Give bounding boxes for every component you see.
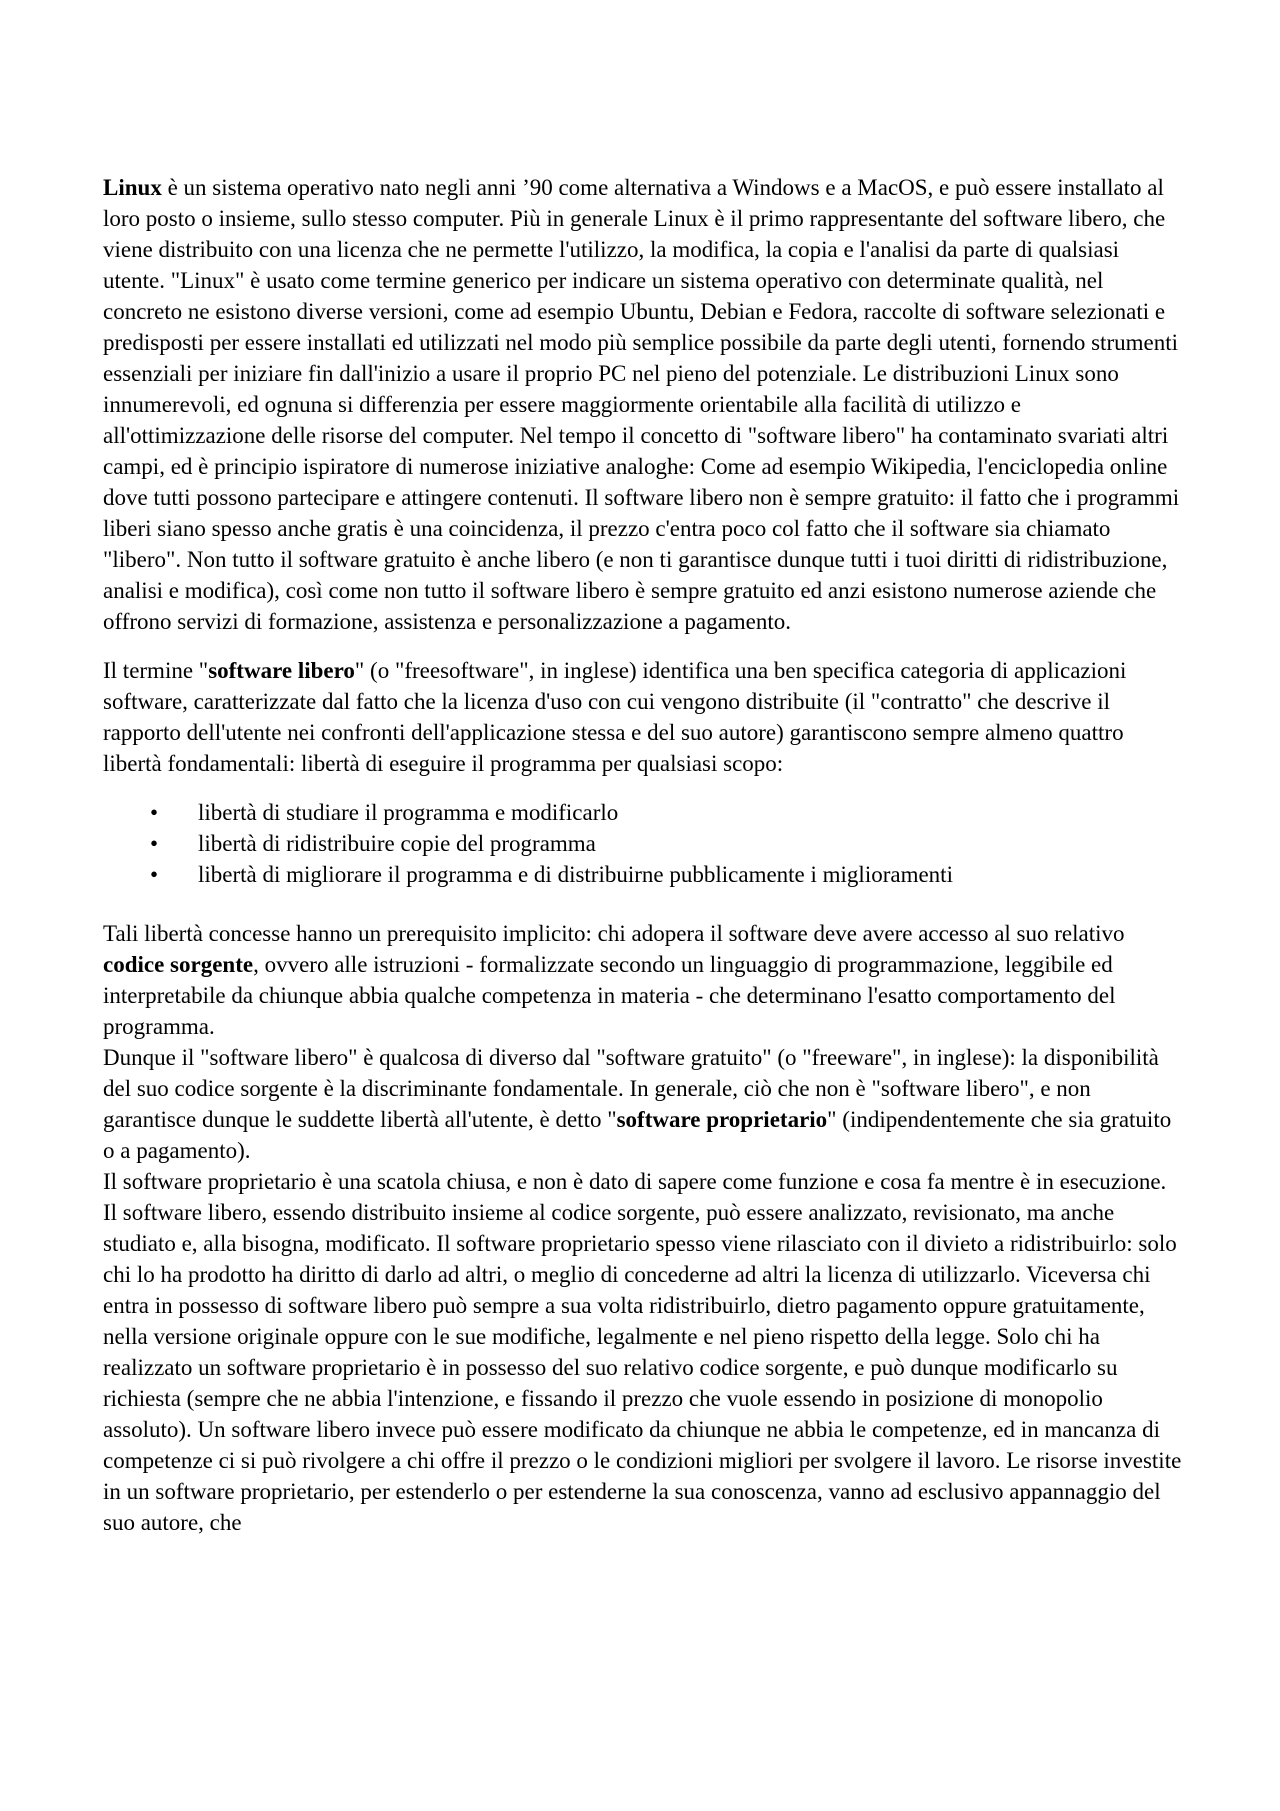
bold-text: Linux (103, 175, 162, 200)
bullet-icon: • (150, 831, 159, 856)
text-run: , ovvero alle istruzioni - formalizzate secondo un linguaggio di programmazione, leggibile ed interpretabile da chiunque abbia qualche competenza in materia - che determinano l'esatto comportamento del programma. (103, 952, 1116, 1039)
document-body (103, 172, 1183, 1538)
freedoms-list (103, 797, 1183, 890)
para-source-code (103, 918, 1183, 1042)
text-run: è un sistema operativo nato negli anni ’90 come alternativa a Windows e a MacOS, e può essere installato al loro posto o insieme, sullo stesso computer. Più in generale Linux è il primo rappresentante del software libero, che viene distribuito con una licenza che ne permette l'utilizzo, la modifica, la copia e l'analisi da parte di qualsiasi utente. "Linux" è usato come termine generico per indicare un sistema operativo con determinate qualità, nel concreto ne esistono diverse versioni, come ad esempio Ubuntu, Debian e Fedora, raccolte di software selezionati e predisposti per essere installati ed utilizzati nel modo più semplice possibile da parte degli utenti, fornendo strumenti essenziali per iniziare fin dall'inizio a usare il proprio PC nel pieno del potenziale. Le distribuzioni Linux sono innumerevoli, ed ognuna si differenzia per essere maggiormente orientabile alla facilità di utilizzo e all'ottimizzazione delle risorse del computer. Nel tempo il concetto di "software libero" ha contaminato svariati altri campi, ed è principio ispiratore di numerose iniziative analoghe: Come ad esempio Wikipedia, l'enciclopedia online dove tutti possono partecipare e attingere contenuti. Il software libero non è sempre gratuito: il fatto che i programmi liberi siano spesso anche gratis è una coincidenza, il prezzo c'entra poco col fatto che il software sia chiamato "libero". Non tutto il software gratuito è anche libero (e non ti garantisce dunque tutti i tuoi diritti di ridistribuzione, analisi e modifica), così come non tutto il software libero è sempre gratuito ed anzi esistono numerose aziende che offrono servizi di formazione, assistenza e personalizzazione a pagamento. (103, 175, 1180, 634)
list-item-text: libertà di migliorare il programma e di distribuirne pubblicamente i miglioramenti (198, 862, 953, 887)
list-item-text: libertà di studiare il programma e modificarlo (198, 800, 619, 825)
para-proprietary-closed-box (103, 1166, 1183, 1538)
list-item-text: libertà di ridistribuire copie del programma (198, 831, 596, 856)
para-free-software-definition (103, 655, 1183, 779)
bold-text: codice sorgente (103, 952, 254, 977)
text-run: " (o "freesoftware", in inglese) identifica una ben specifica categoria di applicazioni software, caratterizzate dal fatto che la licenza d'uso con cui vengono distribuite (il "contratto" che descrive il rapporto dell'utente nei confronti dell'applicazione stessa e del suo autore) garantiscono sempre almeno quattro libertà fondamentali: libertà di eseguire il programma per qualsiasi scopo: (103, 658, 1127, 776)
text-run: " (indipendentemente che sia gratuito o a pagamento). (103, 1107, 1172, 1163)
text-run: Tali libertà concesse hanno un prerequisito implicito: chi adopera il software deve avere accesso al suo relativo (103, 921, 1125, 946)
list-item (103, 859, 1183, 890)
text-run: Il software proprietario è una scatola chiusa, e non è dato di sapere come funzione e cosa fa mentre è in esecuzione. Il software libero, essendo distribuito insieme al codice sorgente, può essere analizzato, revisionato, ma anche studiato e, alla bisogna, modificato. Il software proprietario spesso viene rilasciato con il divieto a ridistribuirlo: solo chi lo ha prodotto ha diritto di darlo ad altri, o meglio di concederne ad altri la licenza di utilizzarlo. Viceversa chi entra in possesso di software libero può sempre a sua volta ridistribuirlo, dietro pagamento oppure gratuitamente, nella versione originale oppure con le sue modifiche, legalmente e nel pieno rispetto della legge. Solo chi ha realizzato un software proprietario è in possesso del suo relativo codice sorgente, e può dunque modificarlo su richiesta (sempre che ne abbia l'intenzione, e fissando il prezzo che vuole essendo in posizione di monopolio assoluto). Un software libero invece può essere modificato da chiunque ne abbia le competenze, ed in mancanza di competenze ci si può rivolgere a chi offre il prezzo o le condizioni migliori per svolgere il lavoro. Le risorse investite in un software proprietario, per estenderlo o per estenderne la sua conoscenza, vanno ad esclusivo appannaggio del suo autore, che (103, 1169, 1182, 1535)
text-run: Dunque il "software libero" è qualcosa di diverso dal "software gratuito" (o "freeware", in inglese): la disponibilità del suo codice sorgente è la discriminante fondamentale. In generale, ciò che non è "software libero", e non garantisce dunque le suddette libertà all'utente, è detto " (103, 1045, 1159, 1132)
list-item (103, 828, 1183, 859)
bullet-icon: • (150, 862, 159, 887)
text-run: Il termine " (103, 658, 209, 683)
bold-text: software proprietario (616, 1107, 828, 1132)
bold-text: software libero (208, 658, 355, 683)
list-item (103, 797, 1183, 828)
para-linux-intro (103, 172, 1183, 637)
bullet-icon: • (150, 800, 159, 825)
para-free-vs-freeware (103, 1042, 1183, 1166)
